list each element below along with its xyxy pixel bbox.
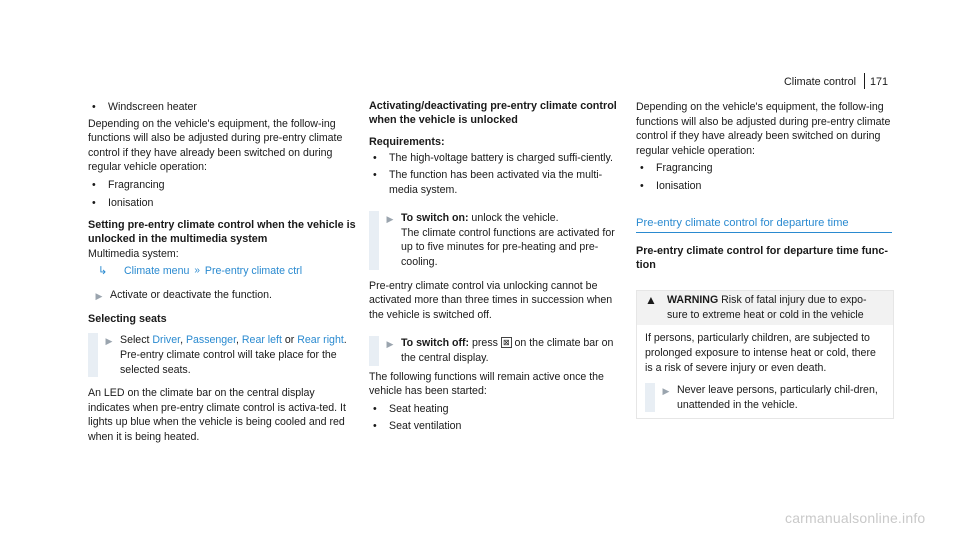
link-driver[interactable]: Driver <box>152 334 181 347</box>
step-bar <box>88 333 98 377</box>
step-text: Activate or deactivate the function. <box>110 289 272 302</box>
bullet-text: Fragrancing <box>656 162 713 175</box>
spacer <box>88 377 356 386</box>
switch-off-text: on the climate bar on the central display. <box>401 337 614 365</box>
spacer <box>369 270 627 279</box>
warning-title <box>667 293 887 322</box>
step-text <box>120 333 356 377</box>
list-item <box>369 168 627 197</box>
return-arrow-icon: ↳ <box>98 264 108 277</box>
section-heading: Selecting seats <box>88 312 167 325</box>
section-title: Climate control <box>784 76 857 88</box>
switch-on-label: To switch on: <box>401 212 469 225</box>
double-chevron-icon: » <box>194 264 200 276</box>
list-item <box>88 100 356 115</box>
step-detail: Pre-entry climate control will take place for the selected seats. <box>120 349 337 376</box>
comma: , <box>236 334 242 347</box>
bullet-icon: • <box>92 101 96 113</box>
bullet-text: Ionisation <box>108 196 154 209</box>
bullet-text: Seat heating <box>389 402 449 415</box>
comma: , <box>180 334 186 347</box>
instruction-step <box>369 336 627 365</box>
step-bar <box>369 336 379 365</box>
paragraph: The following functions will remain active once the vehicle has been started: <box>369 370 604 398</box>
warning-header <box>637 291 893 325</box>
list-item <box>369 419 627 434</box>
paragraph: Depending on the vehicle's equipment, the follow-ing functions will also be adjusted during pre-entry climate control if they have already been switched on during regular vehicle operation: <box>636 101 891 157</box>
list-item <box>88 196 356 211</box>
bullet-text: Windscreen heater <box>108 101 197 113</box>
switch-on-text: unlock the vehicle. <box>468 212 559 225</box>
play-arrow-icon: ▶ <box>105 336 113 347</box>
paragraph: Pre-entry climate control via unlocking cannot be activated more than three times in succession when the vehicle is switched off. <box>369 279 613 321</box>
list-item <box>636 179 892 194</box>
play-arrow-icon: ▶ <box>95 291 103 302</box>
column-middle <box>369 100 627 436</box>
bullet-text: Fragrancing <box>108 178 165 191</box>
step-text: Never leave persons, particularly chil-dren, unattended in the vehicle. <box>677 384 878 411</box>
list-item <box>369 402 627 417</box>
bullet-text: Ionisation <box>656 179 702 192</box>
column-right <box>636 100 892 419</box>
menu-path <box>88 264 356 279</box>
page-number: 171 <box>870 76 889 88</box>
list-item <box>369 151 627 166</box>
section-heading: Setting pre-entry climate control when the vehicle is unlocked in the multimedia system <box>88 219 356 245</box>
bullet-icon: • <box>373 169 377 182</box>
step-detail: The climate control functions are activated for up to five minutes for pre-heating and pre-cooling. <box>401 226 615 269</box>
instruction-step <box>645 383 885 412</box>
link-rear-left[interactable]: Rear left <box>241 334 282 347</box>
warning-box <box>636 290 894 419</box>
requirements-label: Requirements: <box>369 136 445 148</box>
instruction-step <box>369 211 627 269</box>
climate-key-icon: ⊠ <box>502 338 510 348</box>
play-arrow-icon: ▶ <box>386 214 394 225</box>
multimedia-label: Multimedia system: <box>88 248 179 261</box>
bullet-text: The high-voltage battery is charged suffi-ciently. <box>389 151 613 164</box>
warning-head-text: Risk of fatal injury due to expo-sure to extreme heat or cold in the vehicle <box>667 294 867 321</box>
bullet-icon: • <box>640 162 644 175</box>
page-header <box>784 75 894 90</box>
select-prefix: Select <box>120 334 153 347</box>
bullet-icon: • <box>640 179 644 192</box>
warning-text: If persons, particularly children, are subjected to prolonged exposure to intense heat or cold, there is a risk of severe injury or even death. <box>645 332 876 374</box>
bullet-icon: • <box>92 178 96 191</box>
bullet-icon: • <box>92 196 96 209</box>
instruction-step <box>88 333 356 377</box>
bullet-text: Seat ventilation <box>389 420 462 433</box>
section-heading: Activating/deactivating pre-entry climate control when the vehicle is unlocked <box>369 100 617 126</box>
switch-off-text: press <box>469 337 501 350</box>
bullet-icon: • <box>373 151 377 164</box>
warning-body <box>637 325 893 418</box>
play-arrow-icon: ▶ <box>662 386 670 397</box>
bullet-icon: • <box>373 402 377 415</box>
bullet-text: The function has been activated via the multi-media system. <box>389 169 603 196</box>
step-text <box>401 211 627 269</box>
menu-link-preentry[interactable]: Pre-entry climate ctrl <box>204 264 303 277</box>
warning-triangle-icon: ▲ <box>645 293 657 308</box>
warning-label: WARNING <box>667 294 719 307</box>
link-rear-right[interactable]: Rear right <box>297 334 344 347</box>
column-left <box>88 100 356 445</box>
list-item <box>636 161 892 176</box>
period: . <box>343 334 347 347</box>
or-text: or <box>281 334 298 347</box>
step-bar <box>369 211 379 269</box>
instruction-step <box>88 288 356 304</box>
header-divider <box>864 73 865 89</box>
play-arrow-icon: ▶ <box>386 339 394 350</box>
step-bar <box>645 383 655 412</box>
switch-off-label: To switch off: <box>401 337 470 350</box>
list-item <box>88 178 356 193</box>
section-link-departure[interactable]: Pre-entry climate control for departure time <box>636 216 892 234</box>
section-heading: Pre-entry climate control for departure time func-tion <box>636 245 888 271</box>
paragraph: An LED on the climate bar on the central display indicates when pre-entry climate control is activa-ted. It lights up blue when the vehicle is being cooled and red when it is being heated. <box>88 387 346 443</box>
paragraph: Depending on the vehicle's equipment, the follow-ing functions will also be adjusted during pre-entry climate control if they have already been switched on during regular vehicle operation: <box>88 117 343 174</box>
menu-link-climate[interactable]: Climate menu <box>124 264 190 277</box>
step-text <box>401 336 627 365</box>
bullet-icon: • <box>373 420 377 433</box>
watermark: carmanualsonline.info <box>785 510 926 526</box>
link-passenger[interactable]: Passenger <box>185 334 237 347</box>
